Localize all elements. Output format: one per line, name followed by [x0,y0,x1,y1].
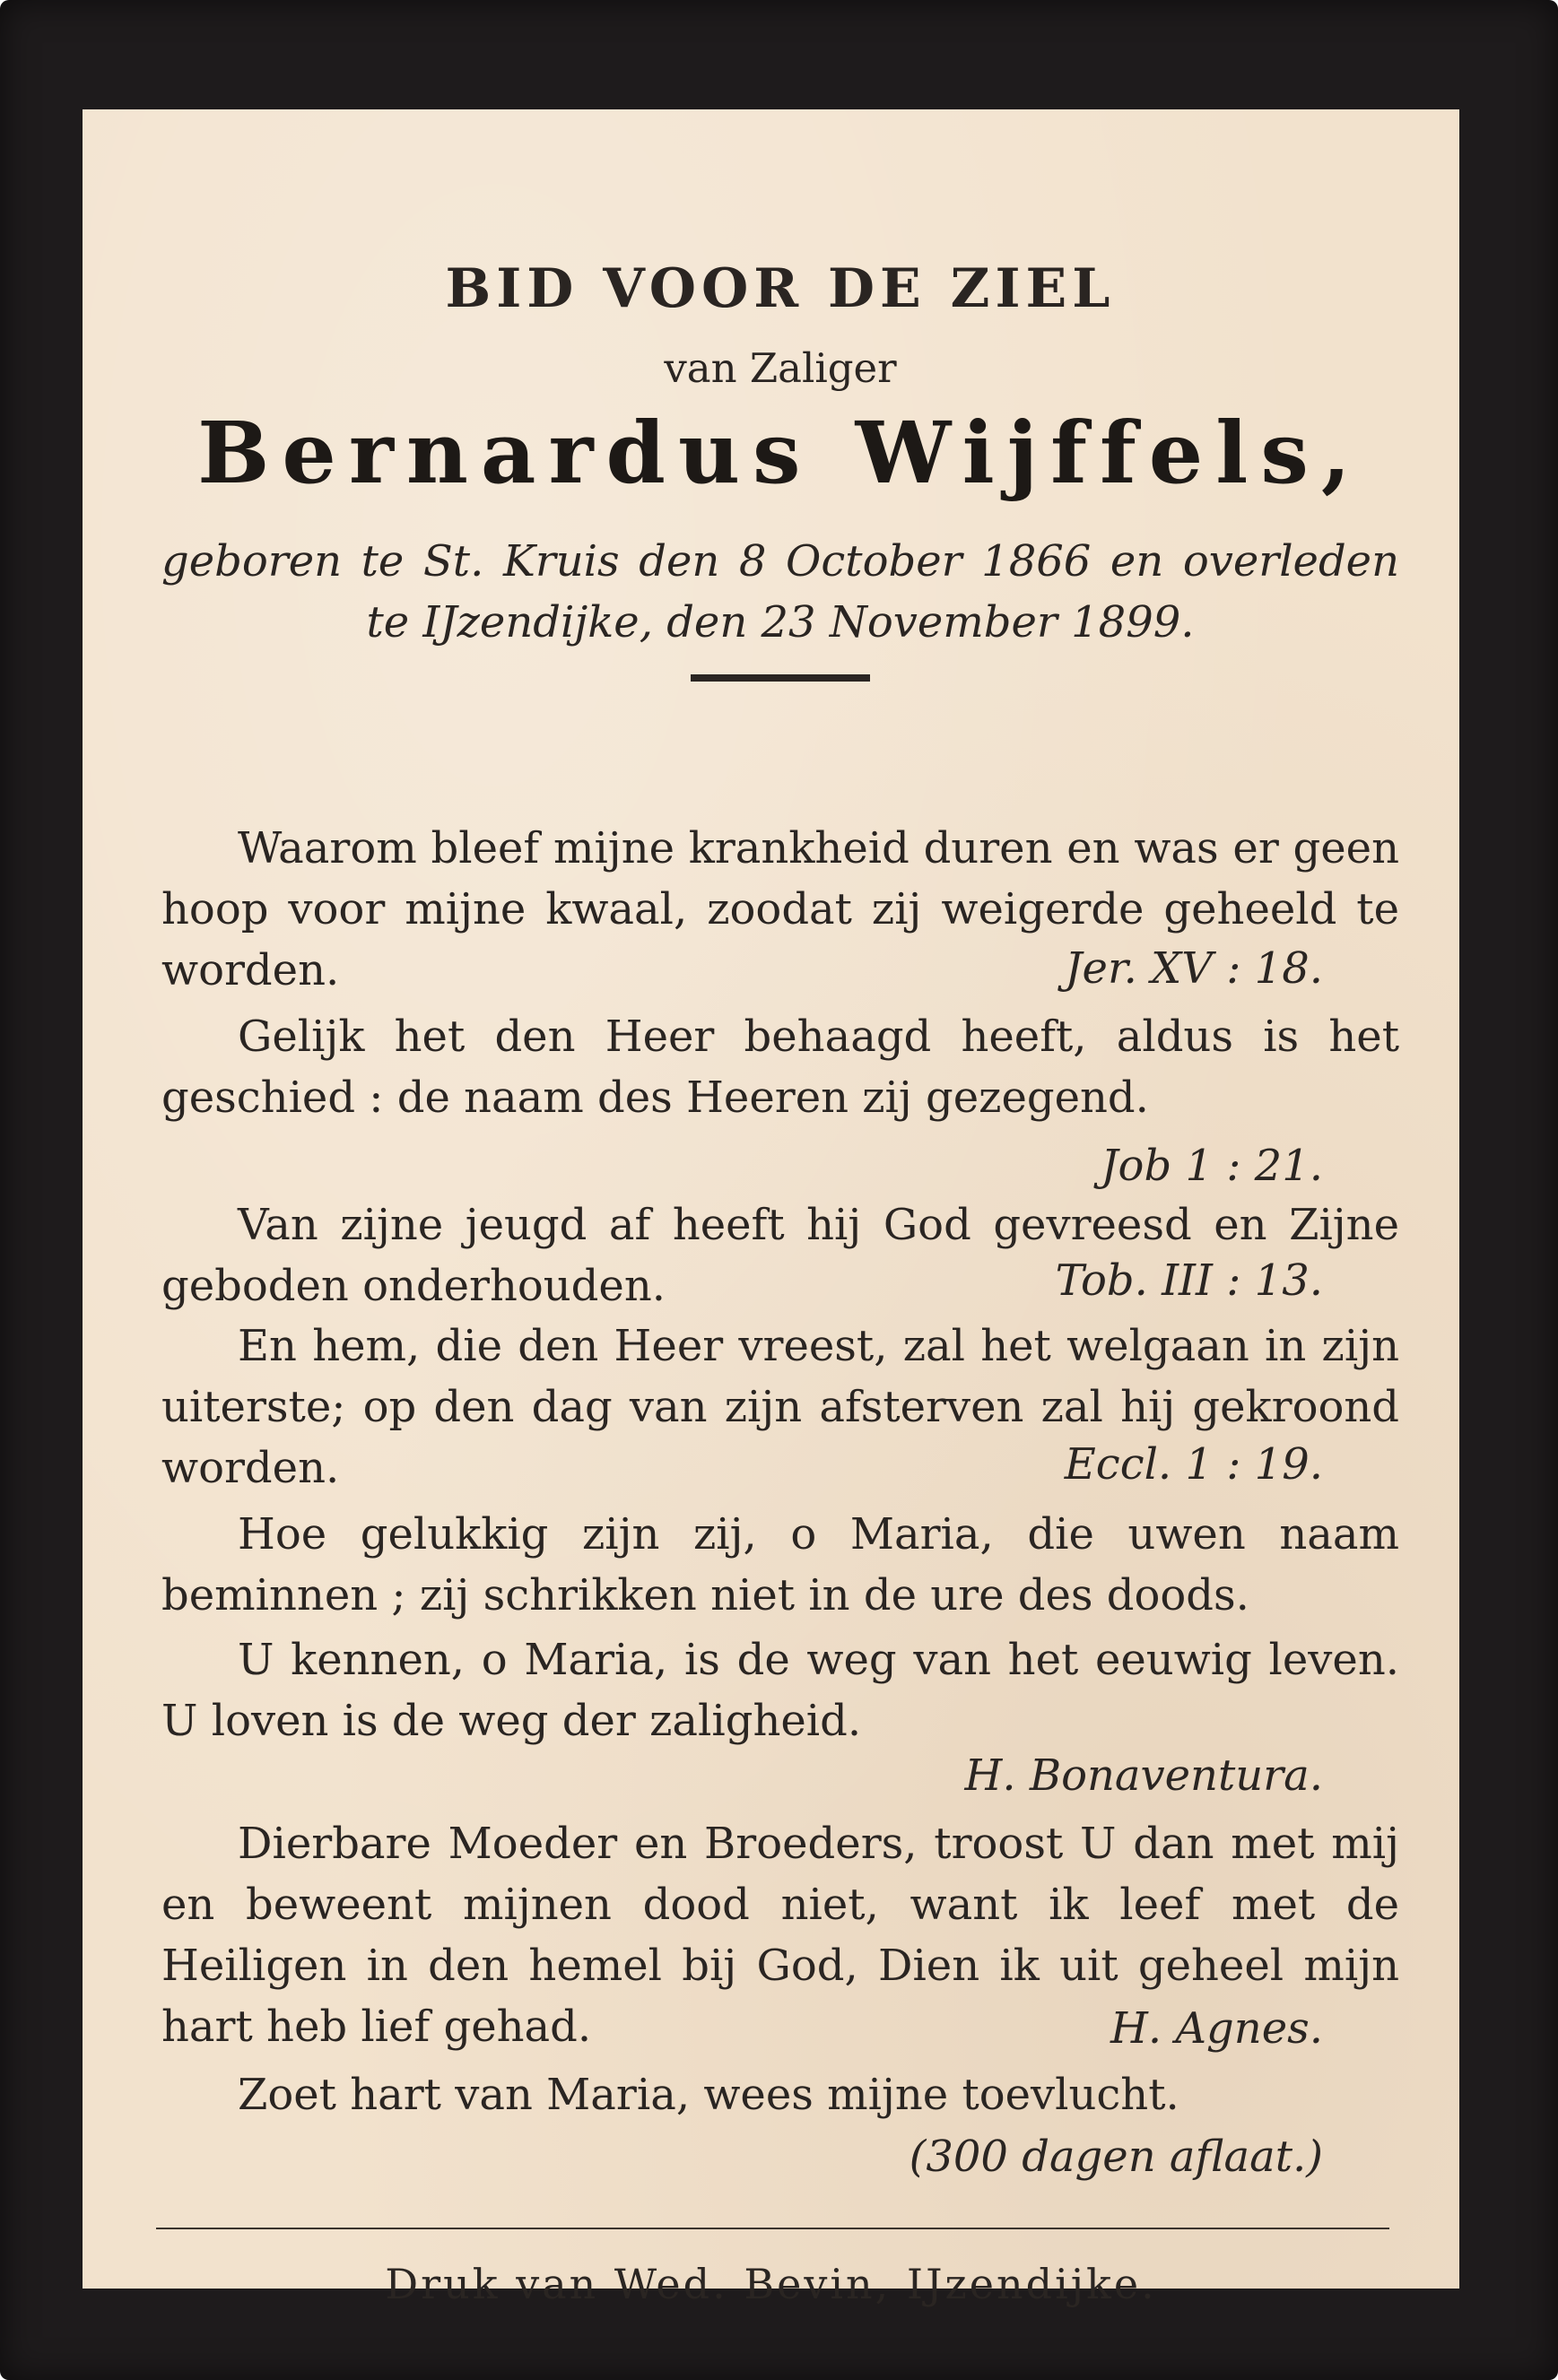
divider-rule [691,674,870,682]
verse-8: Zoet hart van Maria, wees mijne toevlucht. [238,2070,1179,2120]
printer-imprint: Druk van Wed. Bevin, IJzendijke. [385,2260,1157,2308]
verse-5: Hoe gelukkig zijn zij, o Maria, die uwen naam beminnen ; zij schrikken niet in de ure des doods. [161,1509,1399,1620]
deceased-name: Bernardus Wijffels, [197,404,1363,503]
verse-3-citation: Tob. III : 13. [1055,1255,1323,1306]
verse-4: En hem, die den Heer vreest, zal het welgaan in zijn uiterste; op den dag van zijn afsterven zal hij gekroond worden. [161,1321,1399,1493]
prayer-subheading: van Zaliger [664,344,897,392]
verse-6-citation: H. Bonaventura. [964,1750,1323,1801]
verse-1-citation: Jer. XV : 18. [1065,943,1323,994]
card-paper [83,109,1459,2308]
verse-7-citation: H. Agnes. [1110,2003,1323,2054]
life-dates: geboren te St. Kruis den 8 October 1866 en overleden te IJzendijke, den 23 November 1899. [161,536,1399,647]
footer-divider [156,2228,1389,2229]
verse-2: Gelijk het den Heer behaagd heeft, aldus is het geschied : de naam des Heeren zij gezegend. [161,1012,1399,1123]
verse-2-citation: Job 1 : 21. [1101,1141,1323,1191]
verse-3: Van zijne jeugd af heeft hij God gevreesd en Zijne geboden onderhouden. [161,1200,1399,1311]
verse-4-citation: Eccl. 1 : 19. [1064,1439,1323,1490]
prayer-heading: BID VOOR DE ZIEL [445,257,1116,320]
indulgence-note: (300 dagen aflaat.) [909,2132,1323,2182]
verse-6: U kennen, o Maria, is de weg van het eeuwig leven. U loven is de weg der zaligheid. [161,1635,1399,1746]
verse-1: Waarom bleef mijne krankheid duren en was er geen hoop voor mijne kwaal, zoodat zij weigerde geheeld te worden. [161,823,1399,995]
verse-7: Dierbare Moeder en Broeders, troost U dan met mij en beweent mijnen dood niet, want ik leef met de Heiligen in den hemel bij God, Dien ik uit geheel mijn hart heb lief gehad. [161,1819,1399,2052]
